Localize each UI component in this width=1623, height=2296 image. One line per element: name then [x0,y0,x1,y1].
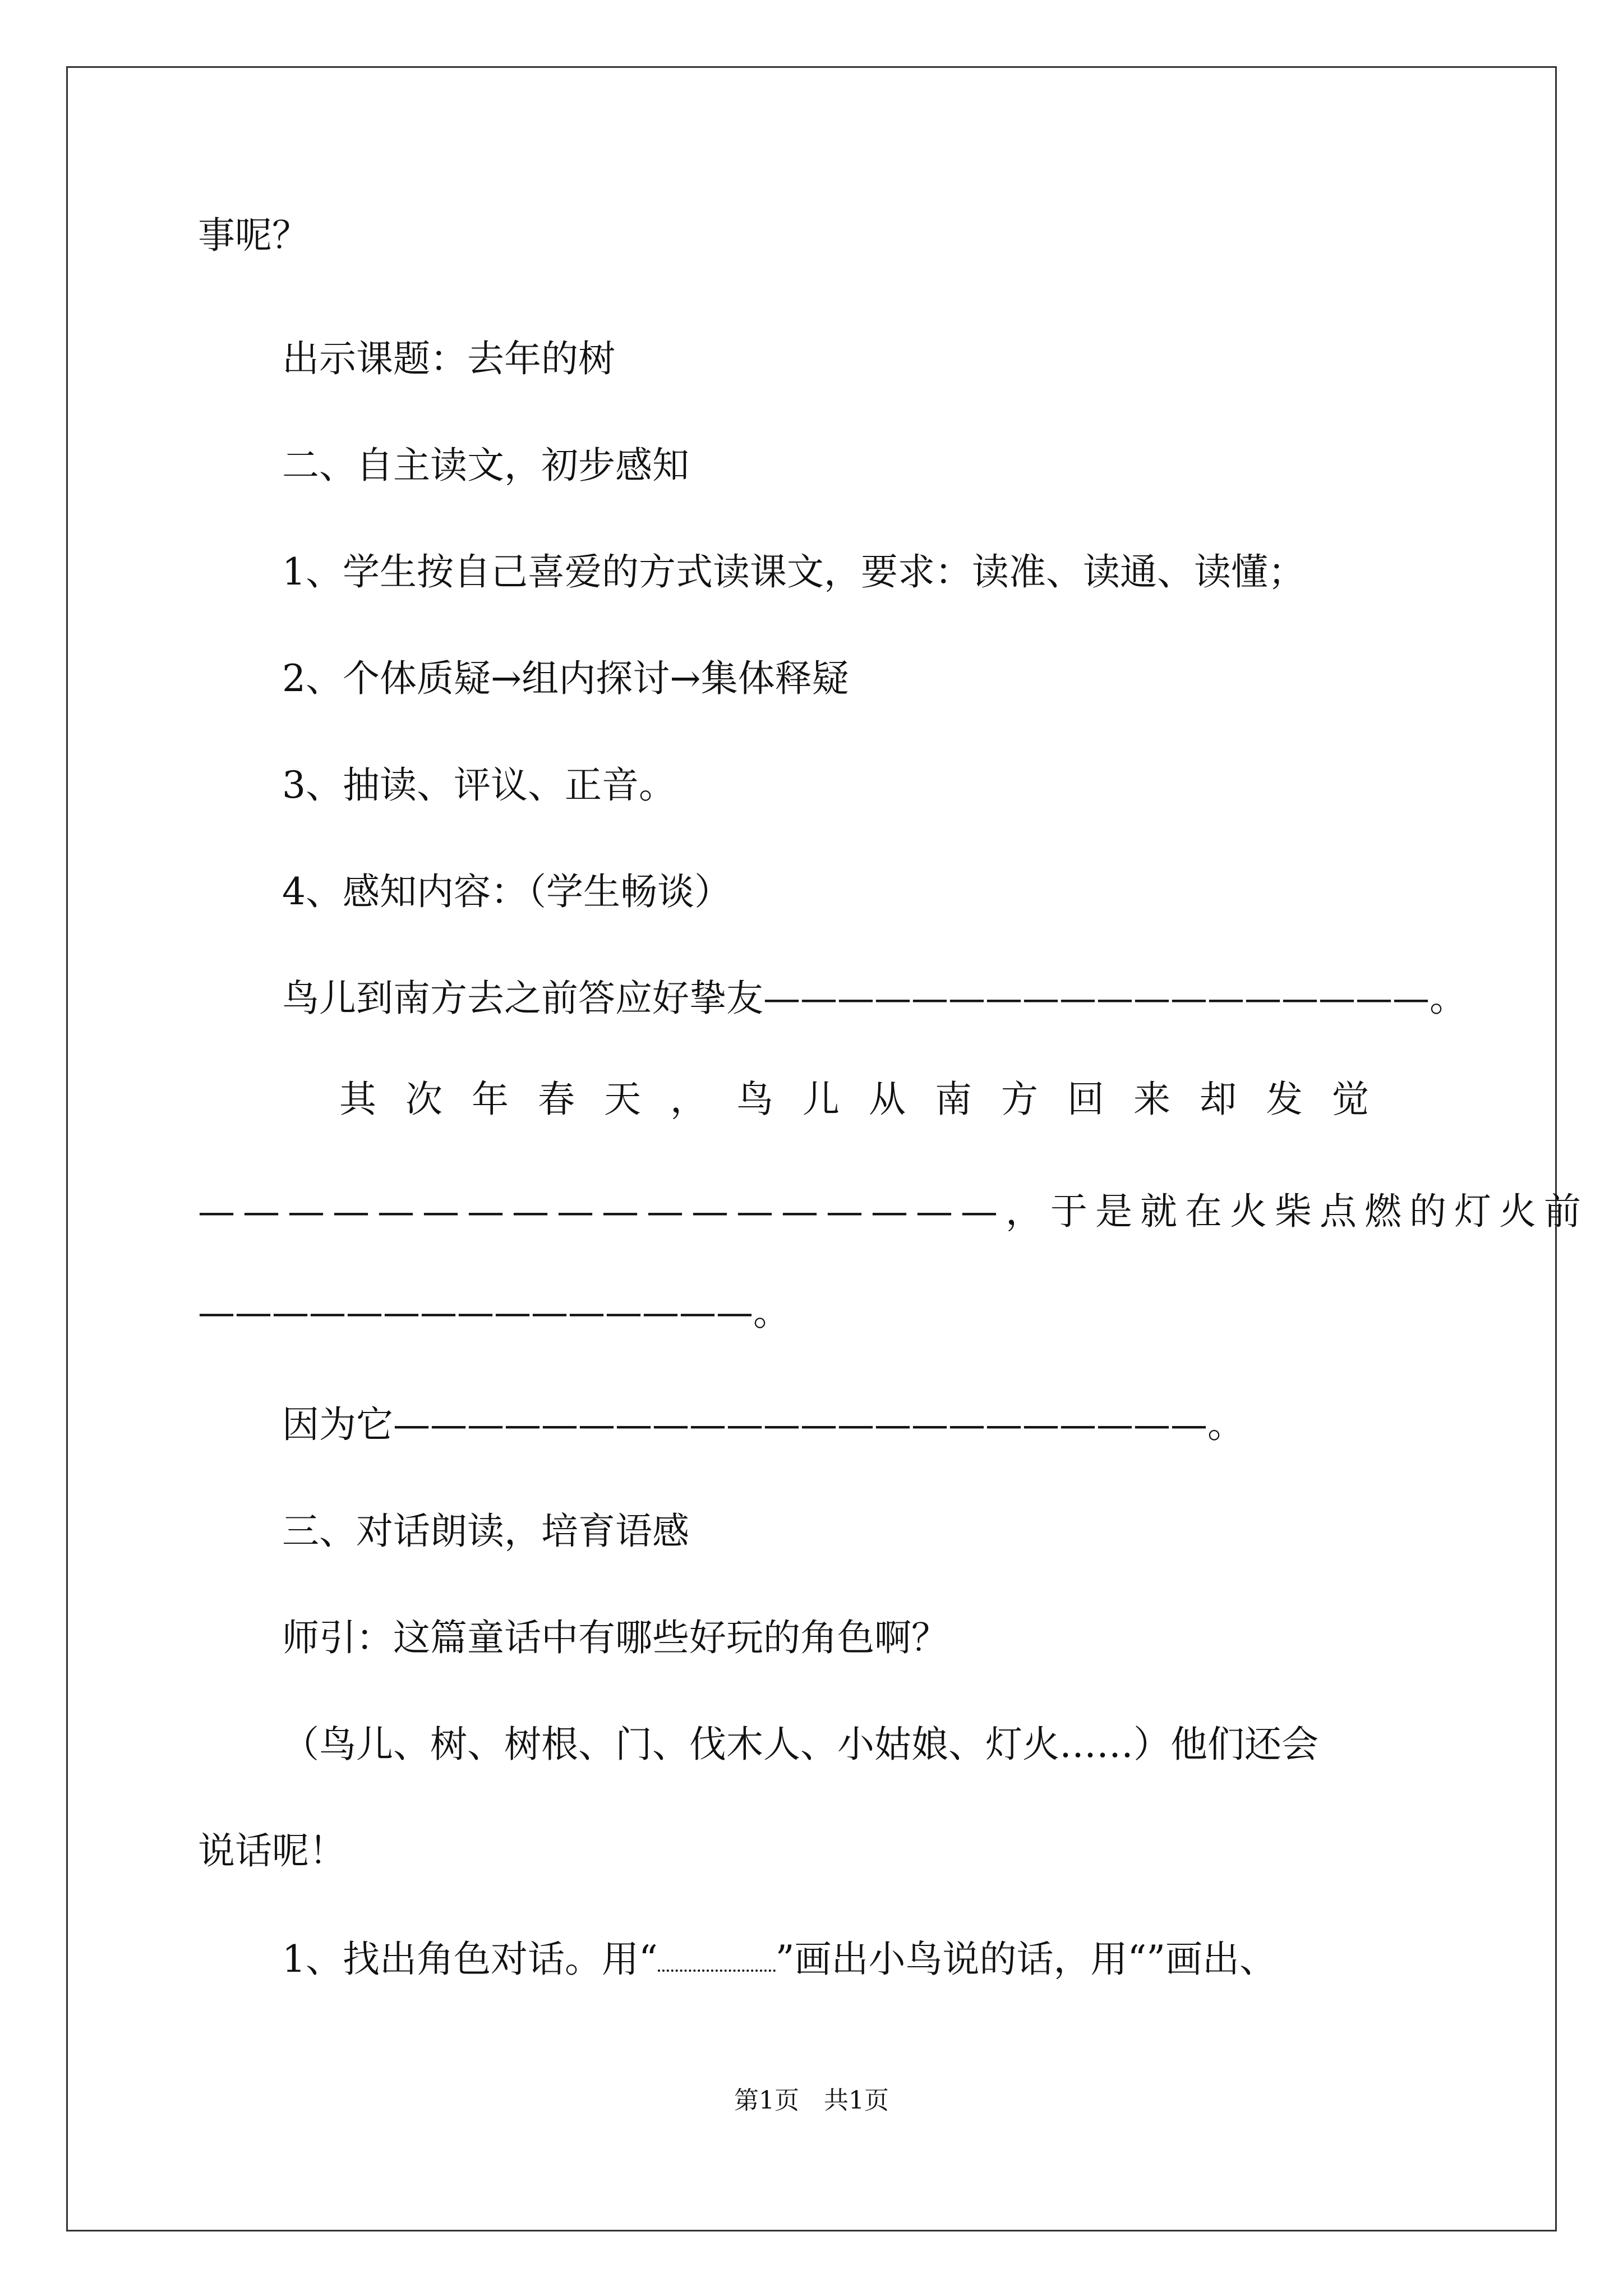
text-line: 因为它——————————————————————。 [282,1403,1244,1446]
text-line: 4、感知内容：（学生畅谈） [282,870,731,913]
section-heading: 二、自主读文，初步感知 [282,444,689,487]
text-line: 师引：这篇童话中有哪些好玩的角色啊？ [282,1616,948,1659]
text-segment: ”画出小鸟说的话，用“”画出、 [775,1938,1276,1981]
text-line: 3、抽读、评议、正音。 [282,763,676,807]
text-line: （鸟儿、树、树根、门、伐木人、小姑娘、灯火……）他们还会 [282,1723,1318,1766]
text-line: 鸟儿到南方去之前答应好挚友——————————————————。 [282,977,1467,1020]
text-segment: 1、找出角色对话。用“ [282,1938,658,1981]
text-line: ——————————————————，于是就在火柴点燃的灯火前 [198,1190,1589,1233]
underline-sample [658,1932,776,1972]
text-line: 说话呢！ [198,1829,346,1872]
text-line [282,1932,1276,1983]
text-line: 1、学生按自己喜爱的方式读课文，要求：读准、读通、读懂； [282,550,1305,593]
text-line: 2、个体质疑→组内探讨→集体释疑 [282,657,849,700]
text-line: ———————————————。 [198,1291,790,1334]
page-border [66,66,1557,2231]
text-line: 其次年春天，鸟儿从南方回来却发觉 [339,1078,1398,1121]
text-line: 出示课题：去年的树 [282,337,615,380]
section-heading: 三、对话朗读，培育语感 [282,1510,689,1553]
text-line: 事呢？ [198,214,309,257]
page-footer: 第1页 共1页 [734,2086,889,2115]
